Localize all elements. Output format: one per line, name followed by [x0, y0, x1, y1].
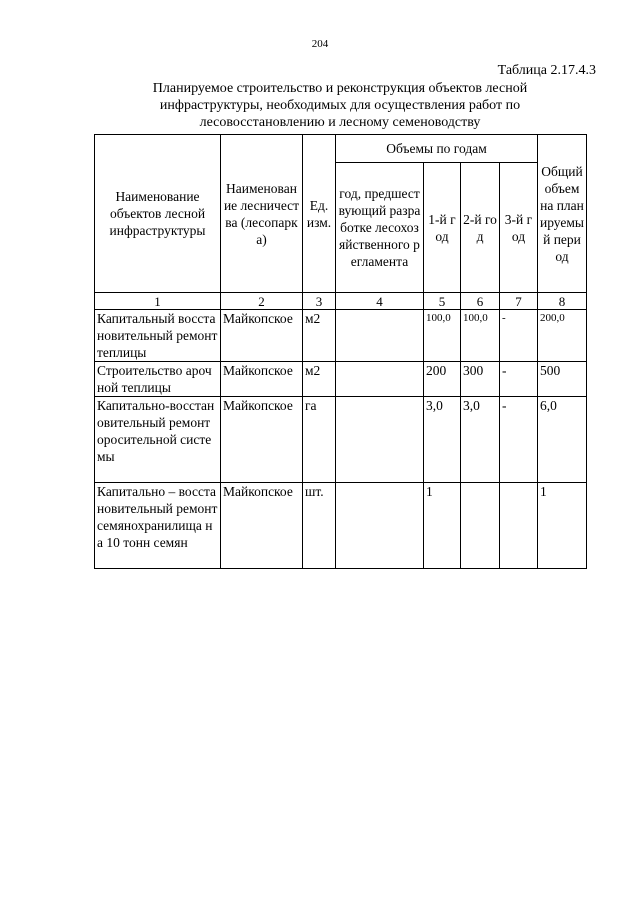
- column-number: 2: [221, 293, 303, 310]
- forestry-name: Майкопское: [221, 483, 303, 569]
- total-value: 200,0: [538, 310, 587, 362]
- unit: м2: [303, 310, 336, 362]
- object-name: Капитальный восстановительный ремонт теплицы: [95, 310, 221, 362]
- header-year-3: 3-й год: [500, 163, 538, 293]
- year-3-value: -: [500, 310, 538, 362]
- header-name: Наименование объектов лесной инфраструктуры: [95, 135, 221, 293]
- year-3-value: [500, 483, 538, 569]
- year-1-value: 200: [424, 362, 461, 397]
- total-value: 6,0: [538, 397, 587, 483]
- infrastructure-table: [94, 134, 587, 569]
- unit: м2: [303, 362, 336, 397]
- total-value: 500: [538, 362, 587, 397]
- column-number: 3: [303, 293, 336, 310]
- previous-year-value: [336, 397, 424, 483]
- year-2-value: 300: [461, 362, 500, 397]
- year-3-value: -: [500, 397, 538, 483]
- year-2-value: 3,0: [461, 397, 500, 483]
- column-number: 4: [336, 293, 424, 310]
- header-year-1: 1-й год: [424, 163, 461, 293]
- table-number: Таблица 2.17.4.3: [497, 63, 596, 78]
- forestry-name: Майкопское: [221, 397, 303, 483]
- table-row: [95, 362, 587, 397]
- column-numbers-row: [95, 293, 587, 310]
- title-line: Планируемое строительство и реконструкция объектов лесной: [152, 81, 528, 96]
- table-title: [94, 80, 586, 131]
- object-name: Капитально – восстановительный ремонт семянохранилища на 10 тонн семян: [95, 483, 221, 569]
- header-year-2: 2-й год: [461, 163, 500, 293]
- forestry-name: Майкопское: [221, 310, 303, 362]
- column-number: 1: [95, 293, 221, 310]
- title-line: инфраструктуры, необходимых для осуществления работ по: [159, 98, 521, 113]
- column-number: 6: [461, 293, 500, 310]
- header-forestry: Наименование лесничества (лесопарка): [221, 135, 303, 293]
- page-number: 204: [311, 38, 329, 50]
- year-1-value: 100,0: [424, 310, 461, 362]
- table-row: [95, 310, 587, 362]
- previous-year-value: [336, 310, 424, 362]
- year-3-value: -: [500, 362, 538, 397]
- total-value: 1: [538, 483, 587, 569]
- year-2-value: 100,0: [461, 310, 500, 362]
- unit: га: [303, 397, 336, 483]
- year-1-value: 3,0: [424, 397, 461, 483]
- object-name: Капитально-восстановительный ремонт оросительной системы: [95, 397, 221, 483]
- forestry-name: Майкопское: [221, 362, 303, 397]
- column-number: 8: [538, 293, 587, 310]
- column-number: 5: [424, 293, 461, 310]
- title-line: лесовосстановлению и лесному семеноводству: [199, 115, 481, 130]
- previous-year-value: [336, 483, 424, 569]
- header-volumes: Объемы по годам: [336, 135, 538, 163]
- object-name: Строительство арочной теплицы: [95, 362, 221, 397]
- header-unit: Ед. изм.: [303, 135, 336, 293]
- column-number: 7: [500, 293, 538, 310]
- year-1-value: 1: [424, 483, 461, 569]
- year-2-value: [461, 483, 500, 569]
- table-row: [95, 397, 587, 483]
- table-row: [95, 483, 587, 569]
- unit: шт.: [303, 483, 336, 569]
- header-total: Общий объем на планируемый период: [538, 135, 587, 293]
- header-previous-year: год, предшествующий разработке лесохозяйственного регламента: [336, 163, 424, 293]
- previous-year-value: [336, 362, 424, 397]
